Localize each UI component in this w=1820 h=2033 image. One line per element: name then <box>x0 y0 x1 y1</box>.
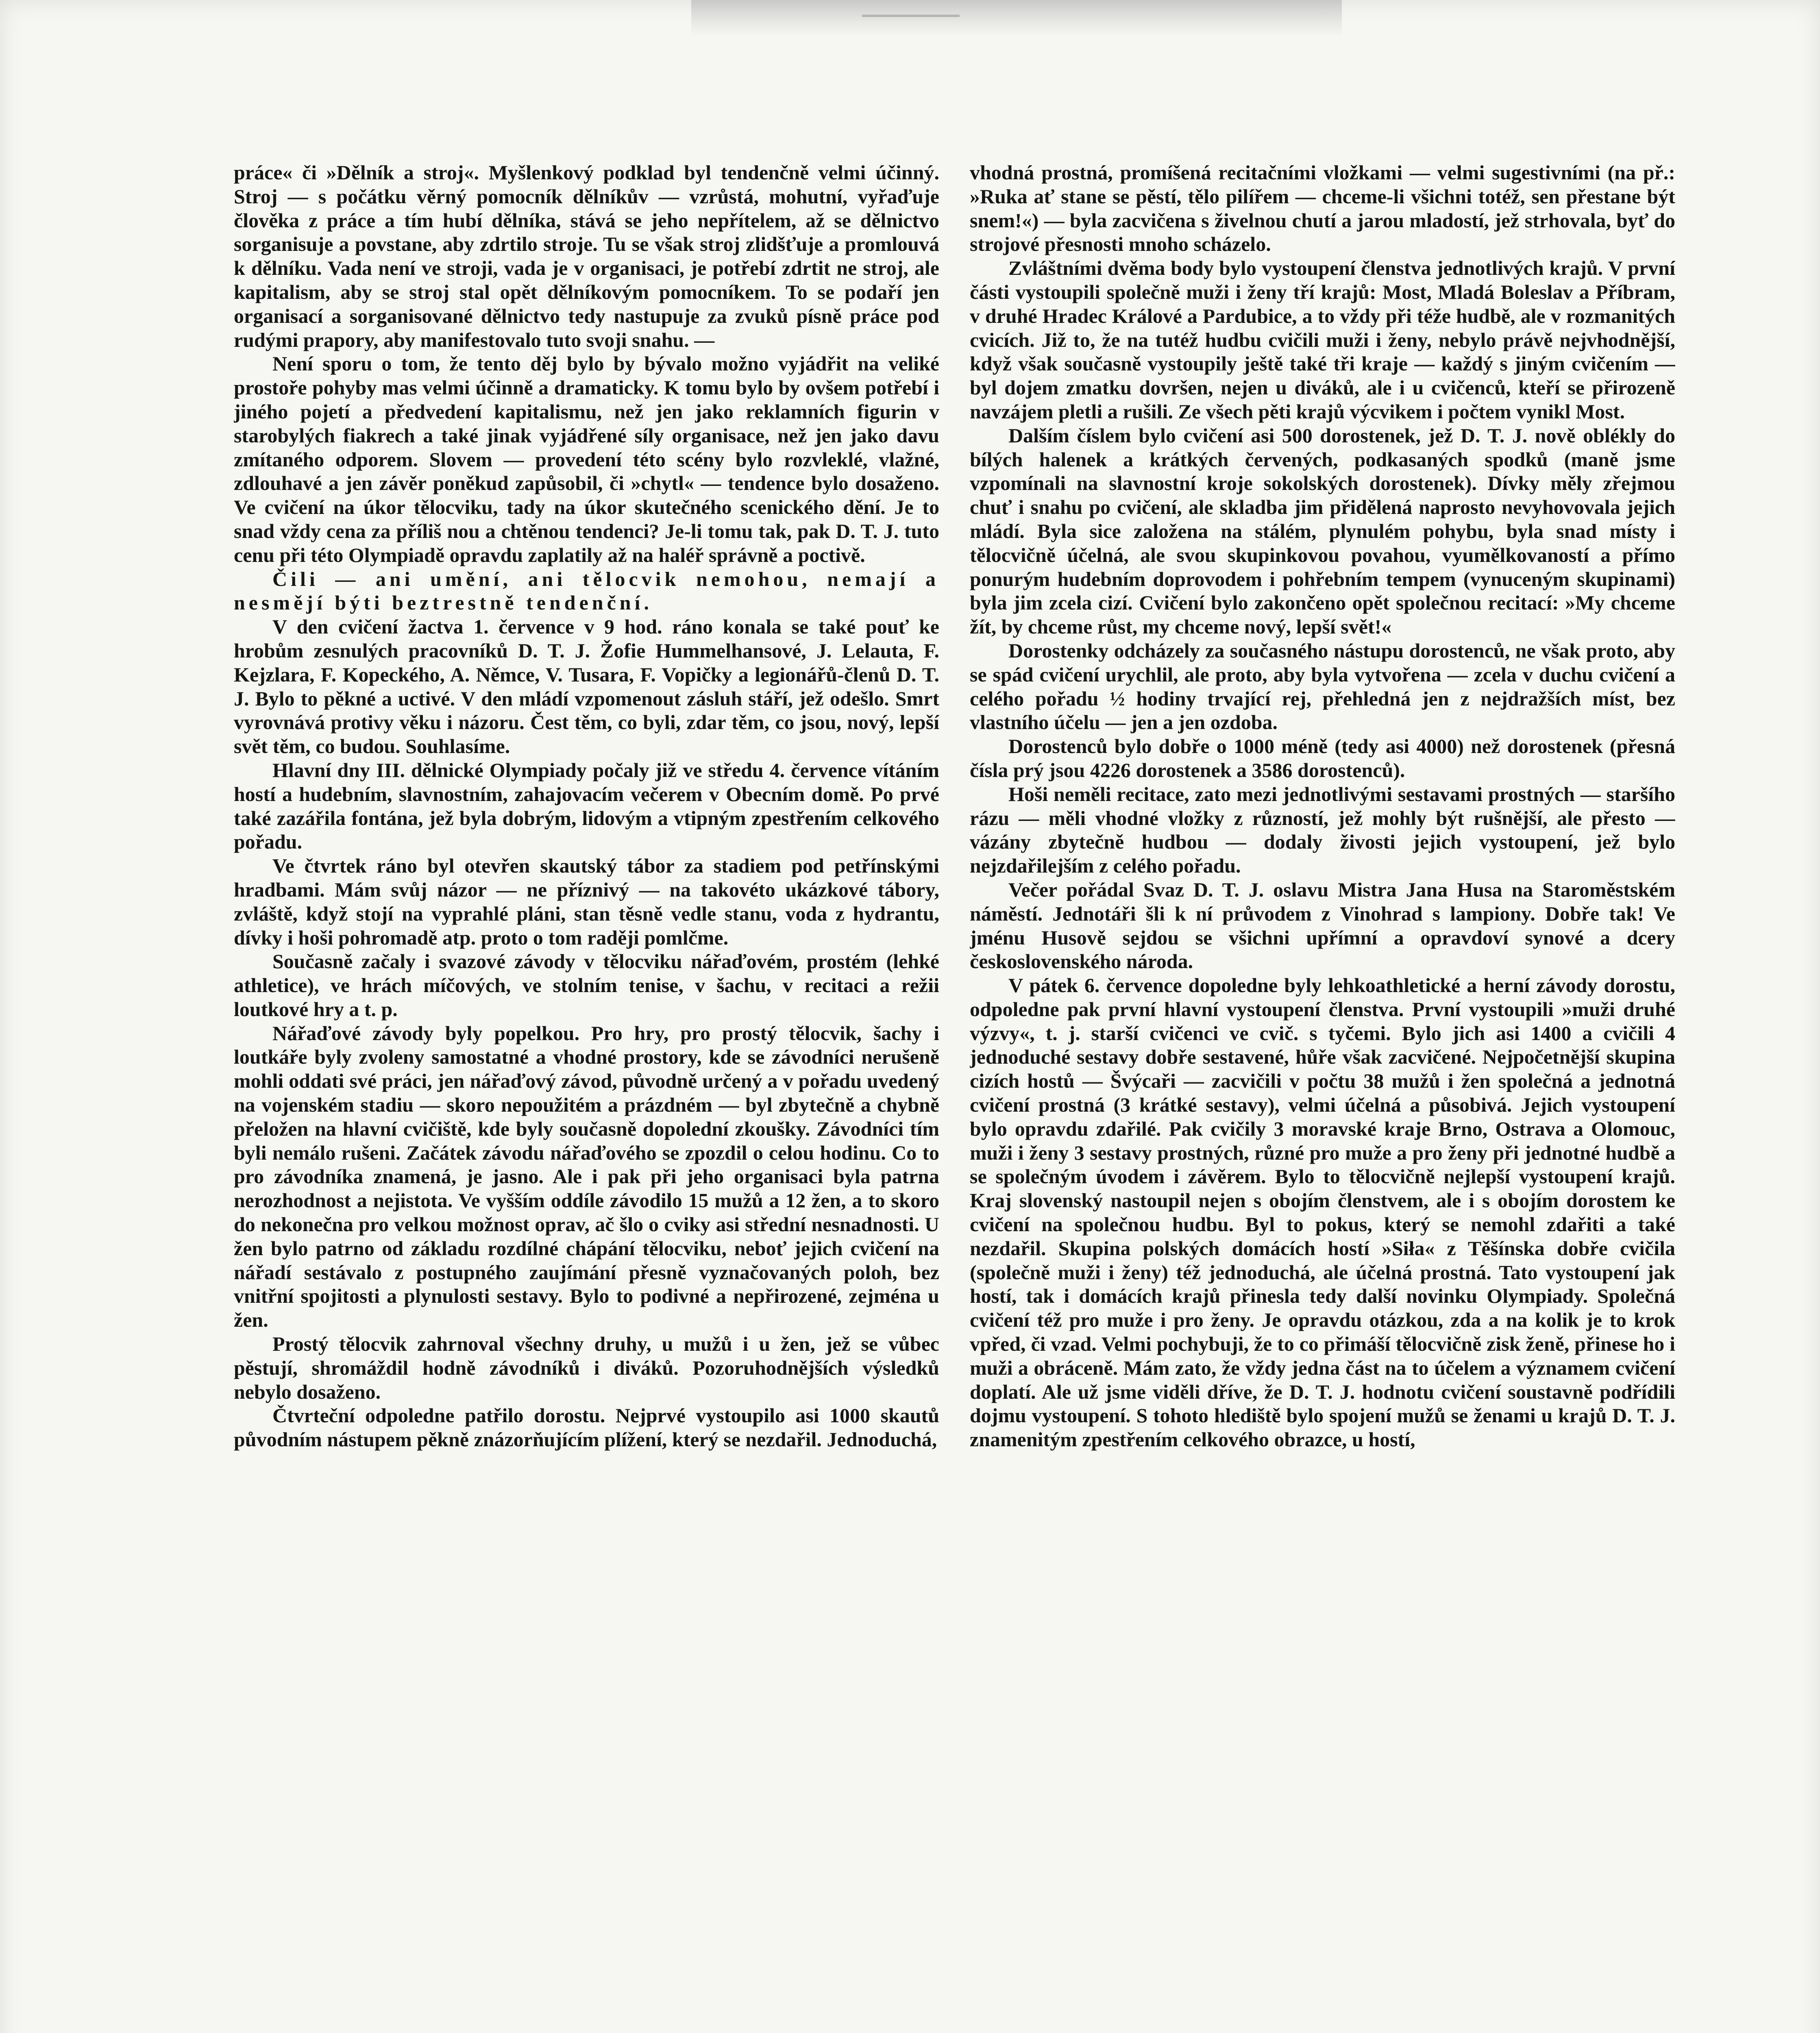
left-column <box>234 161 939 2007</box>
scan-smudge <box>691 0 1342 37</box>
paragraph: V pátek 6. července dopoledne byly lehkoathletické a herní závody dorostu, odpoledne pak první hlavní vystoupení členstva. První vystoupili »muži druhé výzvy«, t. j. starší cvičenci ve cvič. s tyčemi. Bylo jich asi 1400 a cvičili 4 jednoduché sestavy dobře sestavené, hůře však zacvičené. Nejpočetnější skupina cizích hostů — Švýcaři — zacvičili v počtu 38 mužů i žen společná a jednotná cvičení prostná (3 krátké sestavy), velmi účelná a působivá. Jejich vystoupení bylo opravdu zdařilé. Pak cvičily 3 moravské kraje Brno, Ostrava a Olomouc, muži i ženy 3 sestavy prostných, různé pro muže a pro ženy při jednotné hudbě a se společným úvodem i závěrem. Bylo to tělocvičně nejlepší vystoupení krajů. Kraj slovenský nastoupil nejen s obojím členstvem, ale i s obojím dorostem ke cvičení na společnou hudbu. Byl to pokus, který se nemohl zdařiti a také nezdařil. Skupina polských domácích hostí »Siła« z Těšínska dobře cvičila (společně muži i ženy) též jednoduchá, ale účelná prostná. Tato vystoupení jak hostí, tak i domácích krajů přinesla tedy další novinku Olympiady. Společná cvičení též pro muže i pro ženy. Je opravdu otázkou, zda a na kolik je to krok vpřed, či vzad. Velmi pochybuji, že to co přimáší tělocvičně zisk ženě, přinese ho i muži a obráceně. Mám zato, že vždy jedna část na to účelem a významem cvičení doplatí. Ale už jsme viděli dříve, že D. T. J. hodnotu cvičení soustavně podřídili dojmu vystoupení. S tohoto hlediště bylo spojení mužů se ženami u krajů D. T. J. znamenitým zpestřením celkového obrazce, u hostí, <box>970 974 1675 1451</box>
paragraph: V den cvičení žactva 1. července v 9 hod. ráno konala se také pouť ke hrobům zesnulých pracovníků D. T. J. Žofie Hummelhansové, J. Lelauta, F. Kejzlara, F. Kopeckého, A. Němce, V. Tusara, F. Vopičky a legionářů-členů D. T. J. Bylo to pěkné a uctivé. V den mládí vzpomenout zásluh stáří, jež odešlo. Smrt vyrovnává protivy věku i názoru. Čest těm, co byli, zdar těm, co jsou, nový, lepší svět těm, co budou. Souhlasíme. <box>234 615 939 758</box>
paragraph: Dorostenců bylo dobře o 1000 méně (tedy asi 4000) než dorostenek (přesná čísla prý jsou 4226 dorostenek a 3586 dorostenců). <box>970 735 1675 781</box>
paragraph: Ve čtvrtek ráno byl otevřen skautský tábor za stadiem pod petřínskými hradbami. Mám svůj názor — ne příznivý — na takovéto ukázkové tábory, zvláště, když stojí na vyprahlé pláni, stan těsně vedle stanu, voda z hydrantu, dívky i hoši pohromadě atp. proto o tom raději pomlčme. <box>234 854 939 949</box>
paragraph: práce« či »Dělník a stroj«. Myšlenkový podklad byl tendenčně velmi účinný. Stroj — s počátku věrný pomocník dělníkův — vzrůstá, mohutní, vyřaďuje člověka z práce a tím hubí dělníka, stává se jeho nepřítelem, až se dělnictvo sorganisuje a povstane, aby zdrtilo stroje. Tu se však stroj zlidšťuje a promlouvá k dělníku. Vada není ve stroji, vada je v organisaci, je potřebí zdrtit ne stroj, ale kapitalism, aby se stroj stal opět dělníkovým pomocníkem. To se podaří jen organisací a sorganisované dělnictvo tedy nastupuje za zvuků písně práce pod rudými prapory, aby manifestovalo tuto svoji snahu. — <box>234 161 939 351</box>
paragraph: Prostý tělocvik zahrnoval všechny druhy, u mužů i u žen, jež se vůbec pěstují, shromáždil hodně závodníků i diváků. Pozoruhodnějších výsledků nebylo dosaženo. <box>234 1332 939 1403</box>
paragraph: Večer pořádal Svaz D. T. J. oslavu Mistra Jana Husa na Staroměstském náměstí. Jednotáři šli k ní průvodem z Vinohrad s lampiony. Dobře tak! Ve jménu Husově sejdou se všichni upřímní a opravdoví synové a dcery československého národa. <box>970 878 1675 973</box>
paragraph: Hlavní dny III. dělnické Olympiady počaly již ve středu 4. července vítáním hostí a hudebním, slavnostním, zahajovacím večerem v Obecním domě. Po prvé také zazářila fontána, jež byla dobrým, lidovým a vtipným zpestřením celkového pořadu. <box>234 758 939 853</box>
top-mark <box>862 15 960 17</box>
right-column <box>970 161 1675 2007</box>
paragraph: Nářaďové závody byly popelkou. Pro hry, pro prostý tělocvik, šachy i loutkáře byly zvoleny samostatné a vhodné prostory, kde se závodníci nerušeně mohli oddati své práci, jen nářaďový závod, původně určený a v pořadu uvedený na vojenském stadiu — skoro nepoužitém a prázdném — byl zbytečně a chybně přeložen na hlavní cvičiště, kde byly současně dopolední zkoušky. Závodníci tím byli nemálo rušeni. Začátek závodu nářaďového se zpozdil o celou hodinu. Co to pro závodníka znamená, je jasno. Ale i pak při jeho organisaci byla patrna nerozhodnost a nejistota. Ve vyšším oddíle závodilo 15 mužů a 12 žen, a to skoro do nekonečna pro velkou možnost oprav, ač šlo o cviky asi střední nesnadnosti. U žen bylo patrno od základu rozdílné chápání tělocviku, neboť jejich cvičení na nářadí sestávalo z postupného zaujímání přesně vyznačovaných poloh, bez vnitřní spojitosti a plynulosti sestavy. Bylo to podivné a nepřirozené, zejména u žen. <box>234 1021 939 1332</box>
paragraph-spaced: Čili — ani umění, ani tělocvik nemohou, nemají a nesmějí býti beztrestně tendenční. <box>234 567 939 614</box>
paragraph: Není sporu o tom, že tento děj bylo by bývalo možno vyjádřit na veliké prostoře pohyby mas velmi účinně a dramaticky. K tomu bylo by ovšem potřebí i jiného pojetí a předvedení kapitalismu, než jen jako reklamních figurin v starobylých fiakrech a také jinak vyjádřené síly organisace, než jen jako davu zmítaného odporem. Slovem — provedení této scény bylo rozvleklé, vlažné, zdlouhavé a jen závěr poněkud zapůsobil, či »chytl« — tendence bylo dosaženo. Ve cvičení na úkor tělocviku, tady na úkor skutečného scenického dění. Je to snad vždy cena za příliš nou a chtěnou tendenci? Je-li tomu tak, pak D. T. J. tuto cenu při této Olympiadě opravdu zaplatily až na haléř správně a poctivě. <box>234 352 939 566</box>
paragraph: Dalším číslem bylo cvičení asi 500 dorostenek, jež D. T. J. nově oblékly do bílých halenek a krátkých červených, podkasaných spodků (maně jsme vzpomínali na slavnostní kroje sokolských dorostenek). Dívky měly zřejmou chuť i snahu po cvičení, ale skladba jim přidělená naprosto nevyhovovala jejich mládí. Byla sice založena na stálém, plynulém pohybu, byla snad místy i tělocvičně účelná, ale svou skupinkovou povahou, vyumělkovaností a přímo ponurým hudebním doprovodem i pohřebním tempem (vynuceným skupinami) byla jim zcela cizí. Cvičení bylo zakončeno opět společnou recitací: »My chceme žít, by chceme růst, my chceme nový, lepší svět!« <box>970 424 1675 638</box>
paragraph: Hoši neměli recitace, zato mezi jednotlivými sestavami prostných — staršího rázu — měli vhodné vložky z růzností, jež mohly být rušnější, ale přesto — vázány zbytečně hudbou — dodaly živosti jejich vystoupení, jež bylo nejzdařilejším z celého pořadu. <box>970 782 1675 877</box>
paragraph: Zvláštními dvěma body bylo vystoupení členstva jednotlivých krajů. V první části vystoupili společně muži i ženy tří krajů: Most, Mladá Boleslav a Příbram, v druhé Hradec Králové a Pardubice, a to vždy při téže hudbě, ale v rozmanitých cvicích. Již to, že na tutéž hudbu cvičili muži i ženy, nebylo právě nejvhodnější, když však současně vystoupily ještě také tři kraje — každý s jiným cvičením — byl dojem zmatku dovršen, nejen u diváků, ale i u cvičenců, kteří se přirozeně navzájem pletli a rušili. Ze všech pěti krajů výcvikem i počtem vynikl Most. <box>970 257 1675 423</box>
paragraph: Čtvrteční odpoledne patřilo dorostu. Nejprvé vystoupilo asi 1000 skautů původním nástupem pěkně znázorňujícím plížení, který se nezdařil. Jednoduchá, <box>234 1404 939 1451</box>
paragraph: Současně začaly i svazové závody v tělocviku nářaďovém, prostém (lehké athletice), ve hrách míčových, ve stolním tenise, v šachu, v recitaci a režii loutkové hry a t. p. <box>234 950 939 1021</box>
paragraph: Dorostenky odcházely za současného nástupu dorostenců, ne však proto, aby se spád cvičení urychlil, ale proto, aby byla vytvořena — zcela v duchu cvičení a celého pořadu ½ hodiny trvající rej, přehledná jen z nejdražších míst, bez vlastního účelu — jen a jen ozdoba. <box>970 639 1675 734</box>
paragraph: vhodná prostná, promíšená recitačními vložkami — velmi sugestivními (na př.: »Ruka ať stane se pěstí, tělo pilířem — chceme-li všichni totéž, sen přestane být snem!«) — byla zacvičena s živelnou chutí a jarou mladostí, jež strhovala, byť do strojové přesnosti mnoho scházelo. <box>970 161 1675 256</box>
